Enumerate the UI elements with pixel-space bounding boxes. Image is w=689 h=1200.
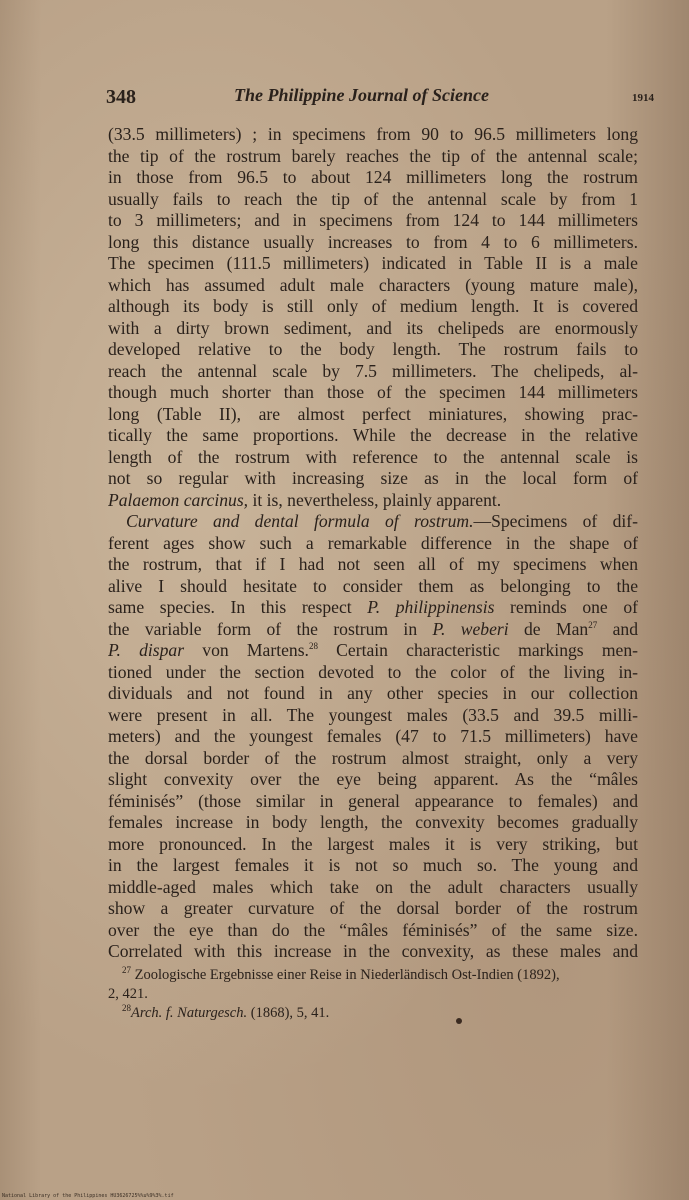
text-line: in the largest females it is not so much so. The young and — [108, 855, 638, 875]
footnote-number: 27 — [122, 966, 131, 976]
footnote-ref-27: 27 — [588, 619, 598, 630]
species-name: P. philippinensis — [367, 597, 495, 617]
text-line: with a dirty brown sediment, and its chelipeds are enormously — [108, 317, 638, 338]
footnote-27 — [108, 966, 638, 985]
text-line — [108, 640, 638, 662]
text-line: alive I should hesitate to consider them as belonging to the — [108, 575, 638, 596]
footnote-number: 28 — [122, 1004, 131, 1014]
year: 1914 — [632, 92, 654, 104]
text-line: the tip of the rostrum barely reaches the tip of the antennal scale; — [108, 145, 638, 166]
text-span: same species. In this respect — [108, 597, 368, 617]
text-line: (33.5 millimeters) ; in specimens from 90 to 96.5 millimeters long — [108, 124, 638, 144]
text-line: tioned under the section devoted to the color of the living in- — [108, 661, 638, 682]
species-name: P. dispar — [108, 640, 185, 660]
text-line: over the eye than do the “mâles féminisés” of the same size. — [108, 919, 638, 940]
text-span: and — [597, 618, 638, 639]
text-line: féminisés” (those similar in general appearance to females) and — [108, 790, 638, 811]
footnote-ref-28: 28 — [308, 641, 318, 652]
text-span: Certain characteristic markings men- — [317, 640, 638, 660]
text-line: reach the antennal scale by 7.5 millimeters. The chelipeds, al- — [108, 360, 638, 381]
text-line: long this distance usually increases to from 4 to 6 millimeters. — [108, 231, 638, 252]
text-line: the dorsal border of the rostrum almost straight, only a very — [108, 747, 638, 768]
ink-spot — [456, 1018, 462, 1024]
text-line: Correlated with this increase in the convexity, as these males and — [108, 941, 638, 961]
text-line: ferent ages show such a remarkable difference in the shape of — [108, 532, 638, 553]
text-line: were present in all. The youngest males (33.5 and 39.5 milli- — [108, 704, 638, 725]
text-line: slight convexity over the eye being apparent. As the “mâles — [108, 769, 638, 789]
text-span: reminds one of — [494, 597, 638, 617]
text-line: dividuals and not found in any other species in our collection — [108, 683, 638, 703]
scan-footer-stamp: National Library of the Philippines HU3626725%%u%9%3%.tif — [2, 1193, 174, 1199]
text-span: de Man — [508, 618, 589, 639]
text-line: although its body is still only of medium length. It is covered — [108, 296, 638, 316]
text-line: the rostrum, that if I had not seen all of my specimens when — [108, 554, 638, 574]
footnote-text: Zoologische Ergebnisse einer Reise in Niederländisch Ost-Indien (1892), — [131, 967, 560, 983]
text-line: more pronounced. In the largest males it is very striking, but — [108, 833, 638, 854]
journal-title: The Philippine Journal of Science — [234, 85, 490, 105]
text-line — [108, 619, 638, 641]
text-line: to 3 millimeters; and in specimens from 124 to 144 millimeters — [108, 210, 638, 230]
section-first-line — [108, 511, 638, 533]
text-line — [108, 597, 638, 619]
footnote-28 — [108, 1004, 638, 1023]
text-line: The specimen (111.5 millimeters) indicated in Table II is a male — [108, 253, 638, 273]
text-line: length of the rostrum with reference to the antennal scale is — [108, 446, 638, 467]
text-line: in those from 96.5 to about 124 millimeters long the rostrum — [108, 167, 638, 187]
section-heading: Curvature and dental formula of rostrum. — [126, 511, 474, 531]
text-line: tically the same proportions. While the decrease in the relative — [108, 425, 638, 445]
text-line: which has assumed adult male characters (young mature male), — [108, 274, 638, 295]
text-line: usually fails to reach the tip of the antennal scale by from 1 — [108, 188, 638, 209]
text-line — [108, 490, 638, 512]
journal-abbrev: Arch. f. Naturgesch. — [131, 1005, 248, 1021]
text-line: not so regular with increasing size as in the local form of — [108, 468, 638, 488]
footnote-text: (1868), 5, 41. — [247, 1005, 330, 1021]
text-line: though much shorter than those of the specimen 144 millimeters — [108, 382, 638, 402]
text-line: long (Table II), are almost perfect miniatures, showing prac- — [108, 403, 638, 424]
text-line: meters) and the youngest females (47 to 71.5 millimeters) have — [108, 726, 638, 746]
text-line: middle-aged males which take on the adult characters usually — [108, 876, 638, 897]
text-span: —Specimens of dif- — [473, 511, 638, 531]
species-name: Palaemon carcinus, — [108, 489, 249, 510]
running-header — [106, 82, 654, 112]
body-text — [108, 124, 638, 963]
species-name: P. weberi — [432, 618, 509, 639]
text-line: developed relative to the body length. The rostrum fails to — [108, 339, 638, 359]
page-number: 348 — [106, 86, 136, 108]
text-line: show a greater curvature of the dorsal border of the rostrum — [108, 898, 638, 918]
text-span: the variable form of the rostrum in — [108, 618, 433, 639]
text-span: it is, nevertheless, plainly apparent. — [248, 489, 502, 510]
text-line: females increase in body length, the convexity becomes gradually — [108, 812, 638, 832]
footnotes — [108, 966, 638, 1023]
text-span: von Martens. — [184, 640, 309, 660]
footnote-27-continuation: 2, 421. — [108, 986, 148, 1002]
